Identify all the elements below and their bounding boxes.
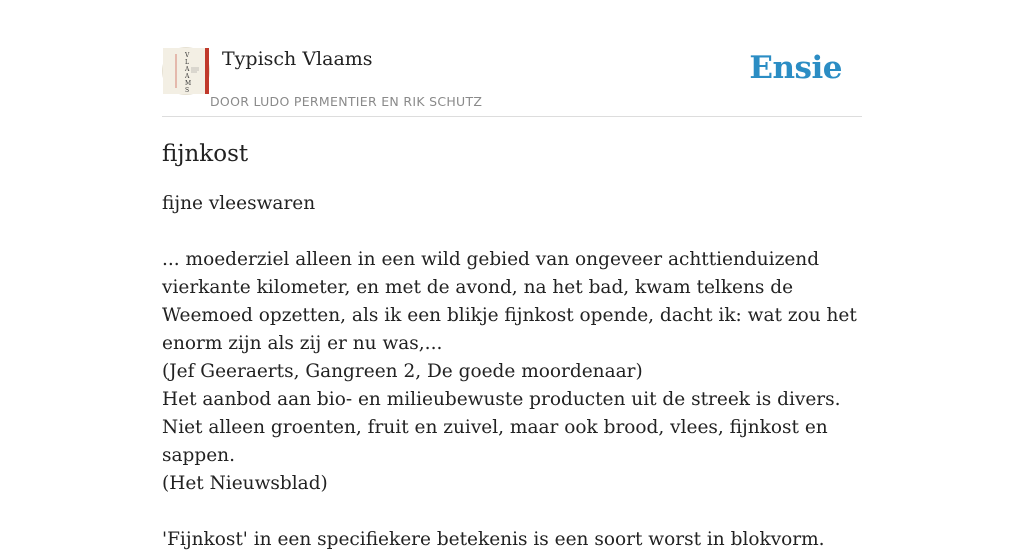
- book-title-link[interactable]: Typisch Vlaams: [222, 48, 373, 70]
- quote-source: (Jef Geeraerts, Gangreen 2, De goede moordenaar): [162, 361, 643, 382]
- logo-letter-4: A: [185, 73, 190, 80]
- quote-text: Het aanbod aan bio- en milieubewuste producten uit de streek is divers. Niet alleen groenten, fruit en zuivel, maar ook brood, vlees, fijnkost en sappen.: [162, 389, 841, 466]
- entry-content: [162, 138, 862, 554]
- book-cover-image: [163, 48, 209, 94]
- logo-letter-1: V: [185, 52, 190, 59]
- ensie-logo-link[interactable]: Ensie: [749, 50, 842, 86]
- entry-definition: fijne vleeswaren: [162, 193, 316, 214]
- entry-note: 'Fijnkost' in een specifiekere betekenis is een soort worst in blokvorm.: [162, 529, 825, 550]
- logo-letter-3: A: [185, 66, 190, 73]
- page-header: [162, 44, 862, 117]
- quote-source: (Het Nieuwsblad): [162, 473, 328, 494]
- logo-letter-2: L: [185, 59, 189, 66]
- entry-title: fijnkost: [162, 141, 249, 167]
- quote-text: ... moederziel alleen in een wild gebied van ongeveer achttienduizend vierkante kilometer, en met de avond, na het bad, kwam telkens de Weemoed opzetten, als ik een blikje fijnkost opende, dacht ik: wat zou het enorm zijn als zij er nu was,...: [162, 249, 857, 354]
- book-authors: DOOR LUDO PERMENTIER EN RIK SCHUTZ: [210, 94, 483, 109]
- logo-letter-6: S: [185, 87, 190, 94]
- logo-letter-5: M: [185, 80, 192, 87]
- book-cover-logo[interactable]: [162, 47, 210, 95]
